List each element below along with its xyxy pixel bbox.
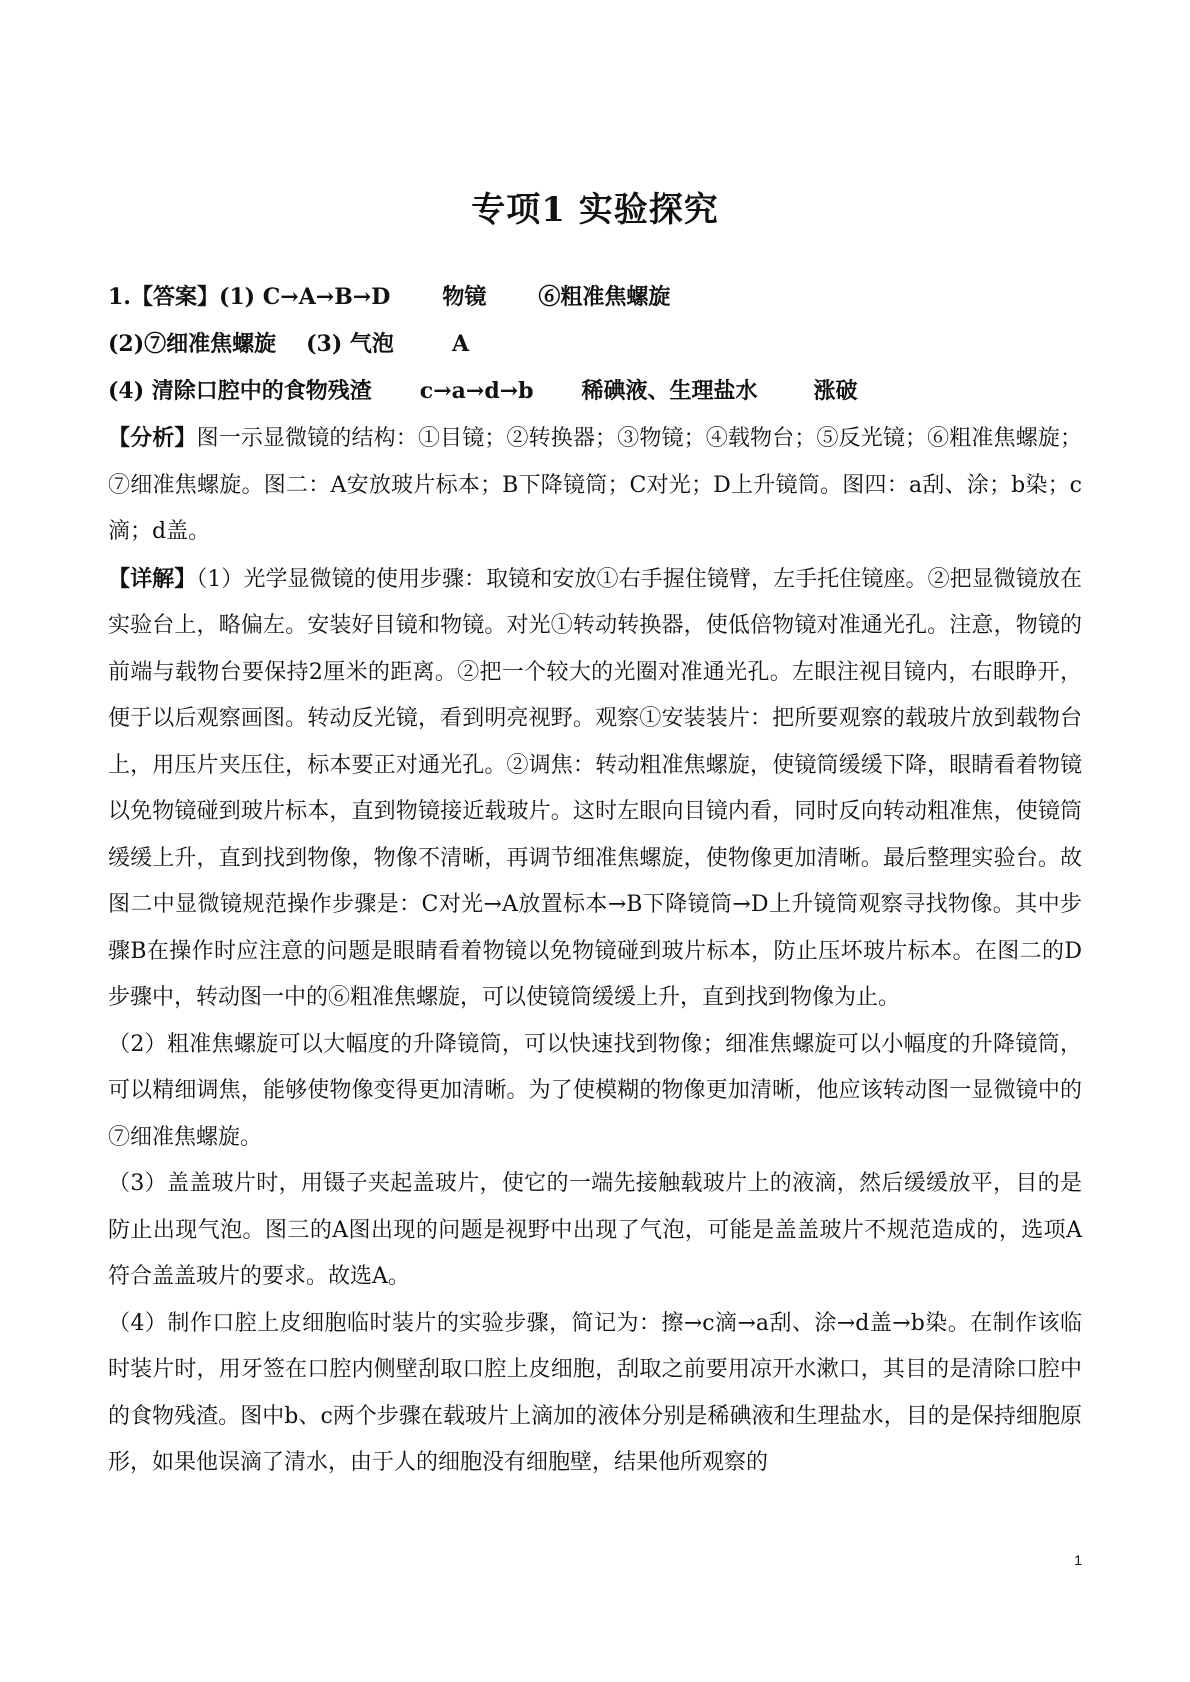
answer-line-1: [108, 274, 1082, 321]
detail-paragraph-4: （4）制作口腔上皮细胞临时装片的实验步骤，简记为：擦→c滴→a刮、涂→d盖→b染。在制作该临时装片时，用牙签在口腔内侧壁刮取口腔上皮细胞，刮取之前要用凉开水漱口，其目的是清除口腔中的食物残渣。图中b、c两个步骤在载玻片上滴加的液体分别是稀碘液和生理盐水，目的是保持细胞原形，如果他误滴了清水，由于人的细胞没有细胞壁，结果他所观察的: [108, 1310, 1082, 1475]
answer-line-2: [108, 321, 1082, 368]
answer-item: A: [451, 331, 470, 357]
answer-item: c→a→d→b: [419, 378, 534, 404]
answer-item: ⑥粗准焦螺旋: [538, 284, 671, 310]
analysis-heading: 【分析】: [108, 425, 197, 451]
content-body: [108, 274, 1082, 1487]
page-title: 专项1 实验探究: [471, 190, 719, 230]
answer-item: (3) 气泡: [306, 331, 394, 357]
detail-text-1: （1）光学显微镜的使用步骤：取镜和安放①右手握住镜臂，左手托住镜座。②把显微镜放在实验台上，略偏左。安装好目镜和物镜。对光①转动转换器，使低倍物镜对准通光孔。注意，物镜的前端与载物台要保持2厘米的距离。②把一个较大的光圈对准通光孔。左眼注视目镜内，右眼睁开，便于以后观察画图。转动反光镜，看到明亮视野。观察①安装装片：把所要观察的载玻片放到载物台上，用压片夹压住，标本要正对通光孔。②调焦：转动粗准焦螺旋，使镜筒缓缓下降，眼睛看着物镜以免物镜碰到玻片标本，直到物镜接近载玻片。这时左眼向目镜内看，同时反向转动粗准焦，使镜筒缓缓上升，直到找到物像，物像不清晰，再调节细准焦螺旋，使物像更加清晰。最后整理实验台。故图二中显微镜规范操作步骤是：C对光→A放置标本→B下降镜筒→D上升镜筒观察寻找物像。其中步骤B在操作时应注意的问题是眼睛看着物镜以免物镜碰到玻片标本，防止压坏玻片标本。在图二的D步骤中，转动图一中的⑥粗准焦螺旋，可以使镜筒缓缓上升，直到找到物像为止。: [108, 566, 1082, 1010]
answer-item: 1.【答案】(1) C→A→B→D: [108, 284, 391, 310]
analysis-paragraph: [108, 415, 1082, 556]
answer-item: (2)⑦细准焦螺旋: [108, 331, 277, 357]
answer-item: (4) 清除口腔中的食物残渣: [108, 378, 372, 404]
detail-paragraph-3: （3）盖盖玻片时，用镊子夹起盖玻片，使它的一端先接触载玻片上的液滴，然后缓缓放平，目的是防止出现气泡。图三的A图出现的问题是视野中出现了气泡，可能是盖盖玻片不规范造成的，选项A符合盖盖玻片的要求。故选A。: [108, 1171, 1082, 1289]
answer-item: 稀碘液、生理盐水: [581, 378, 758, 404]
answer-item: 物镜: [442, 284, 487, 310]
detail-paragraph-2: （2）粗准焦螺旋可以大幅度的升降镜筒，可以快速找到物像；细准焦螺旋可以小幅度的升降镜筒，可以精细调焦，能够使物像变得更加清晰。为了使模糊的物像更加清晰，他应该转动图一显微镜中的⑦细准焦螺旋。: [108, 1031, 1082, 1150]
detail-heading: 【详解】: [108, 565, 197, 592]
analysis-text: 图一示显微镜的结构：①目镜；②转换器；③物镜；④载物台；⑤反光镜；⑥粗准焦螺旋；⑦细准焦螺旋。图二：A安放玻片标本；B下降镜筒；C对光；D上升镜筒。图四：a刮、涂；b染；c滴；d盖。: [108, 426, 1082, 544]
answer-item: 涨破: [813, 378, 858, 404]
detail-paragraph-1: [108, 556, 1082, 1022]
page-number: 1: [1074, 1552, 1082, 1568]
answer-line-3: [108, 368, 1082, 415]
